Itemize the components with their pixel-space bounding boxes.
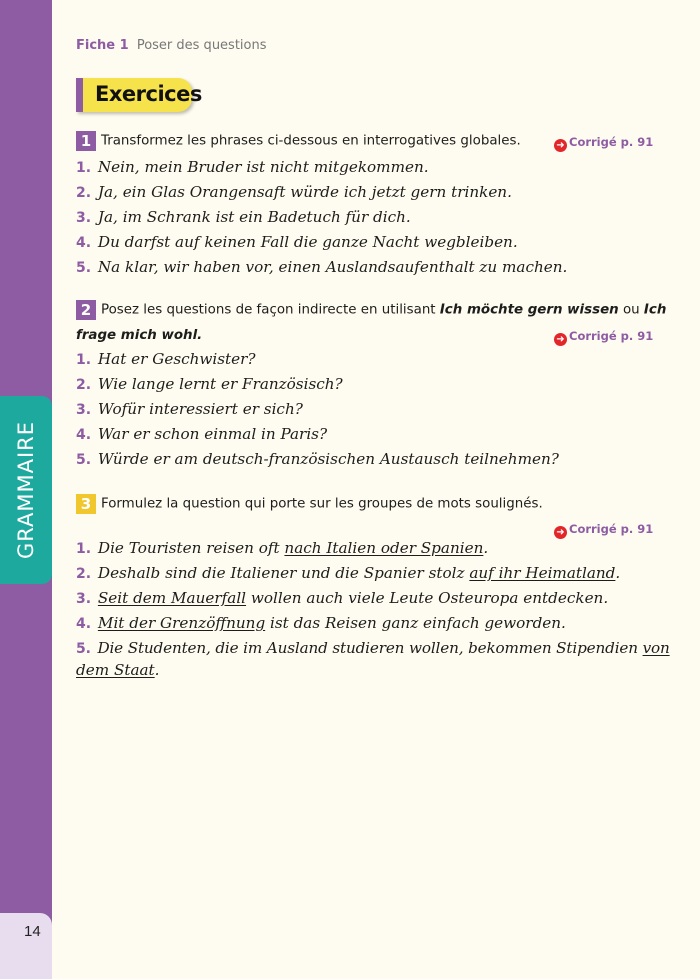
exercise-item: 1. Hat er Geschwister? bbox=[76, 350, 256, 368]
exercises-title: Exercices bbox=[95, 82, 202, 106]
exercise-item: 1. Die Touristen reisen oft nach Italien oder Spanien. bbox=[76, 539, 489, 557]
corrige-link-2[interactable]: ➜ Corrigé p. 91 bbox=[554, 329, 653, 346]
exercise-2-instruction-cont: frage mich wohl. bbox=[76, 328, 203, 343]
section-tab bbox=[0, 396, 52, 584]
underlined-phrase: dem Staat bbox=[76, 661, 155, 679]
exercise-item: 3. Ja, im Schrank ist ein Badetuch für dich. bbox=[76, 208, 411, 226]
exercise-item: 3. Seit dem Mauerfall wollen auch viele Leute Osteuropa entdecken. bbox=[76, 589, 609, 607]
exercise-number-badge: 2 bbox=[76, 300, 96, 320]
exercise-item: 5. Würde er am deutsch-französischen Austausch teilnehmen? bbox=[76, 450, 559, 468]
arrow-right-icon: ➜ bbox=[554, 333, 567, 346]
exercise-item: 4. Mit der Grenzöffnung ist das Reisen ganz einfach geworden. bbox=[76, 614, 566, 632]
exercises-banner bbox=[76, 78, 202, 112]
exercise-item: 4. War er schon einmal in Paris? bbox=[76, 425, 328, 443]
exercise-3-instruction: 3 Formulez la question qui porte sur les groupes de mots soulignés. bbox=[76, 494, 543, 514]
exercise-item: 3. Wofür interessiert er sich? bbox=[76, 400, 303, 418]
section-label: GRAMMAIRE bbox=[14, 420, 38, 560]
underlined-phrase: Seit dem Mauerfall bbox=[97, 589, 247, 607]
corrige-link-3[interactable]: ➜ Corrigé p. 91 bbox=[554, 522, 653, 539]
page-number: 14 bbox=[24, 923, 41, 940]
underlined-phrase: von bbox=[642, 639, 670, 657]
underlined-phrase: auf ihr Heimatland bbox=[469, 564, 616, 582]
exercise-item: 2. Wie lange lernt er Französisch? bbox=[76, 375, 343, 393]
underlined-phrase: Mit der Grenzöffnung bbox=[97, 614, 266, 632]
underlined-phrase: nach Italien oder Spanien bbox=[284, 539, 484, 557]
exercise-item: 4. Du darfst auf keinen Fall die ganze Nacht wegbleiben. bbox=[76, 233, 518, 251]
fiche-label: Fiche 1 bbox=[76, 38, 129, 53]
exercise-item: 2. Ja, ein Glas Orangensaft würde ich jetzt gern trinken. bbox=[76, 183, 512, 201]
corrige-link-1[interactable]: ➜ Corrigé p. 91 bbox=[554, 135, 653, 152]
exercise-item: 2. Deshalb sind die Italiener und die Spanier stolz auf ihr Heimatland. bbox=[76, 564, 621, 582]
exercise-1-instruction: 1 Transformez les phrases ci-dessous en interrogatives globales. bbox=[76, 131, 521, 151]
exercise-number-badge: 1 bbox=[76, 131, 96, 151]
page-header bbox=[76, 38, 267, 53]
fiche-subtitle: Poser des questions bbox=[136, 38, 267, 53]
exercise-item-cont: dem Staat. bbox=[76, 661, 160, 679]
exercise-item: 1. Nein, mein Bruder ist nicht mitgekommen. bbox=[76, 158, 429, 176]
page-number-tab bbox=[0, 913, 52, 979]
exercise-2-instruction: 2 Posez les questions de façon indirecte en utilisant Ich möchte gern wissen ou Ich bbox=[76, 300, 666, 320]
arrow-right-icon: ➜ bbox=[554, 139, 567, 152]
arrow-right-icon: ➜ bbox=[554, 526, 567, 539]
exercise-item: 5. Na klar, wir haben vor, einen Auslandsaufenthalt zu machen. bbox=[76, 258, 568, 276]
exercise-item: 5. Die Studenten, die im Ausland studieren wollen, bekommen Stipendien von bbox=[76, 639, 670, 657]
exercise-number-badge: 3 bbox=[76, 494, 96, 514]
